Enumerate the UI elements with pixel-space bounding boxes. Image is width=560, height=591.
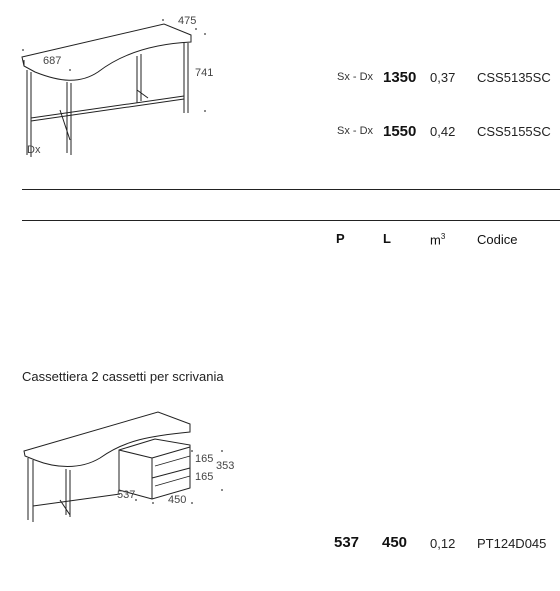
header-p: P (336, 231, 345, 246)
section-title: Cassettiera 2 cassetti per scrivania (22, 369, 224, 384)
volume-value: 0,12 (430, 536, 456, 551)
length-value: 450 (382, 534, 408, 551)
drawer-depth-dimension: 537 (117, 489, 136, 501)
product-code: CSS5135SC (477, 70, 551, 85)
side-label: Sx - Dx (337, 125, 374, 137)
volume-value: 0,37 (430, 70, 456, 85)
drawer-total-height-dimension: 353 (216, 460, 235, 472)
desk-width-dimension: 687 (43, 55, 62, 67)
desk-side-label: Dx (27, 144, 41, 156)
product-code: PT124D045 (477, 536, 547, 551)
header-l: L (383, 231, 391, 246)
desk-depth-dimension: 475 (178, 15, 197, 27)
desk-height-dimension: 741 (195, 67, 214, 79)
header-volume: $m^3$ (430, 232, 446, 248)
drawer-bottom-height-dimension: 165 (195, 471, 214, 483)
side-label: Sx - Dx (337, 71, 374, 83)
volume-value: 0,42 (430, 124, 456, 139)
header-code: Codice (477, 232, 518, 247)
length-value: 1350 (383, 69, 417, 86)
product-code: CSS5155SC (477, 124, 551, 139)
depth-value: 537 (334, 534, 360, 551)
drawer-width-dimension: 450 (168, 494, 187, 506)
drawer-top-height-dimension: 165 (195, 453, 214, 465)
length-value: 1550 (383, 123, 417, 140)
